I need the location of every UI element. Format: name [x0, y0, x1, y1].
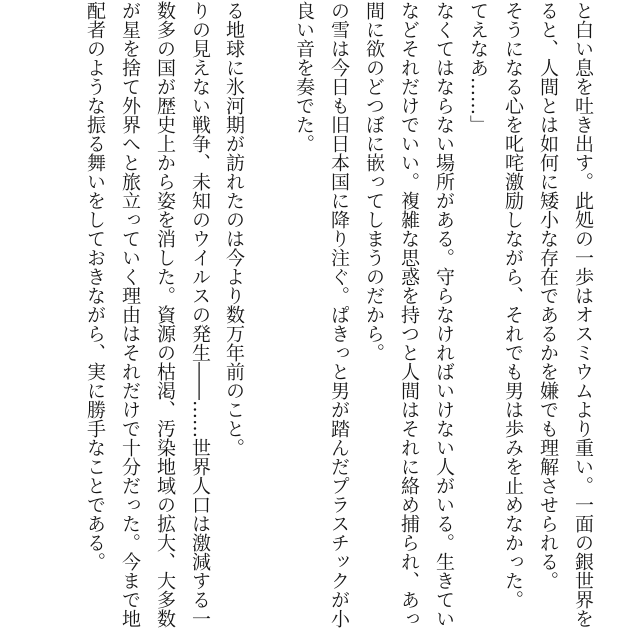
text-column: 良い音を奏でた。 — [293, 1, 315, 153]
text-column: が星を捨て外界へと旅立っていく理由はそれだけで十分だった。今まで地 — [119, 1, 141, 628]
text-column: 間に欲のどつぼに嵌ってしまうのだから。 — [363, 1, 385, 362]
text-column: 配者のような振る舞いをしておきながら、実に勝手なことである。 — [84, 1, 106, 571]
text-column: そうになる心を叱咤激励しながら、それでも男は歩みを止めなかった。 — [502, 1, 524, 609]
text-column: ると、人間とは如何に矮小な存在であるかを嫌でも理解させられる。 — [537, 1, 559, 590]
text-column: なくてはならない場所がある。守らなければいけない人がいる。生きてい — [433, 1, 455, 628]
text-column: てえなあ……」 — [467, 1, 489, 134]
text-column: りの見えない戦争、未知のウイルスの発生――……世界人口は激減する一 — [189, 1, 211, 628]
text-column: などそれだけでいい。複雑な思惑を持つと人間はそれに絡め捕られ、あっ — [398, 1, 420, 628]
text-column: の雪は今日も旧日本国に降り注ぐ。ぱきっと男が踏んだプラスチックが小 — [328, 1, 350, 628]
text-column: る地球に氷河期が訪れたのは今より数万年前のこと。 — [223, 1, 245, 457]
text-column: と白い息を吐き出す。此処の一歩はオスミウムより重い。一面の銀世界を — [572, 1, 594, 628]
text-column: 数多の国が歴史上から姿を消した。資源の枯渇、汚染地域の拡大、大多数 — [154, 1, 176, 628]
